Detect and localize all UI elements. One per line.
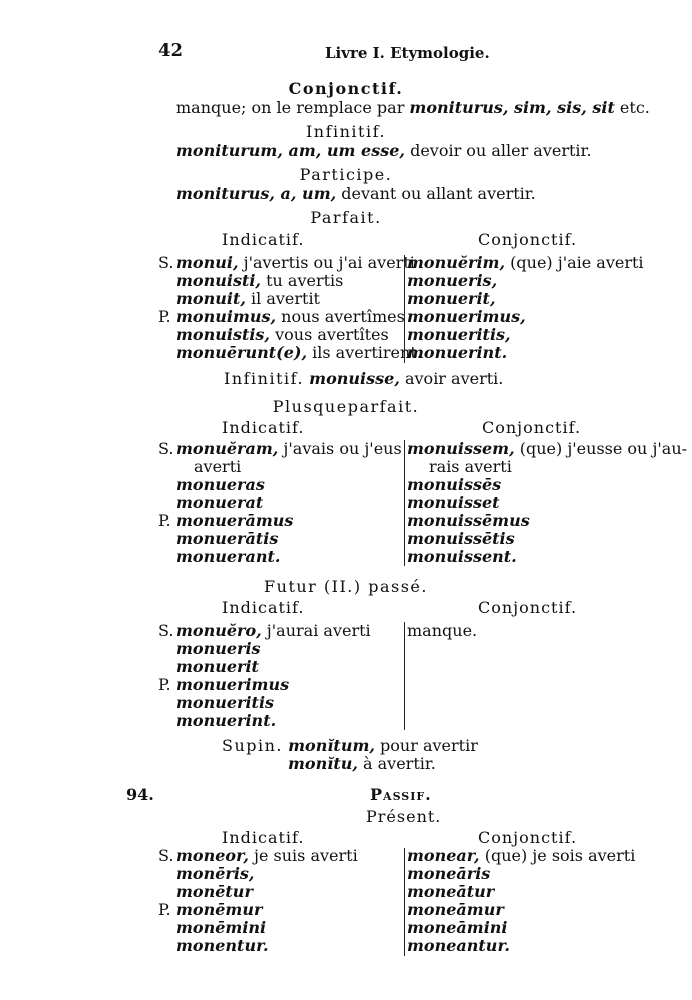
infinitif-forms: moniturum, am, um esse, (176, 141, 405, 160)
running-title: Livre I. Etymologie. (325, 44, 490, 62)
table-row: monuissēmus (407, 511, 530, 530)
table-row: P. monuimus, nous avertîmes (158, 307, 405, 326)
plusqueparfait-indicatif-column (158, 440, 403, 566)
plusqueparfait-conjonctif-column (407, 439, 688, 566)
conjonctif-text-prefix: manque; on le remplace par (176, 98, 410, 117)
conjonctif-heading: Conjonctif. (288, 79, 404, 98)
parfait-indicatif-column (158, 253, 422, 362)
participe-forms: moniturus, a, um, (176, 184, 337, 203)
table-row: monueritis (176, 693, 275, 712)
supin-line-2: monĭtu, à avertir. (288, 754, 436, 773)
table-row: moneāmini (407, 918, 508, 937)
table-row: monuissēs (407, 475, 502, 494)
plusqueparfait-heading: Plusqueparfait. (272, 397, 420, 416)
plusqueparfait-column-divider (404, 440, 405, 566)
infinitif-line (176, 142, 592, 160)
conjonctif-forms: moniturus, sim, sis, sit (409, 98, 615, 117)
table-row: monuerint. (176, 711, 277, 730)
futur-passe-indicatif-label: Indicatif. (222, 598, 305, 617)
parfait-conjonctif-column (407, 254, 657, 362)
table-row: moneantur. (407, 936, 510, 955)
table-row: S. monuĕram, j'avais ou j'eus (158, 439, 402, 458)
table-row: monear, (que) je sois averti (407, 846, 636, 865)
parfait-indicatif-label: Indicatif. (222, 230, 305, 249)
table-row: monueris, (407, 271, 498, 290)
table-row: P. monuerāmus (158, 511, 294, 530)
table-row: monuerat (176, 493, 264, 512)
futur-passe-heading: Futur (II.) passé. (264, 577, 428, 596)
supin-line-1: Supin. monĭtum, pour avertir (222, 736, 478, 755)
table-row: monuit, il avertit (176, 289, 320, 308)
table-row: monueritis, (407, 325, 511, 344)
plusqueparfait-conjonctif-label: Conjonctif. (482, 418, 582, 437)
page-number: 42 (158, 40, 184, 61)
table-row: monēmini (176, 918, 267, 937)
table-row: averti (194, 457, 242, 476)
table-row: monuissem, (que) j'eusse ou j'au- (407, 439, 688, 458)
table-row: monuerit (176, 657, 259, 676)
conjonctif-line (176, 99, 650, 117)
present-heading: Présent. (366, 807, 442, 826)
table-row: monueras (176, 475, 265, 494)
table-row: monuērunt(e), ils avertirent. (176, 343, 422, 362)
futur-passe-conjonctif-label: Conjonctif. (478, 598, 578, 617)
table-row: monueris (176, 639, 261, 658)
table-row: P. monēmur (158, 900, 263, 919)
passif-title: Passif. (370, 785, 432, 804)
conjonctif-text-suffix: etc. (614, 98, 650, 117)
table-row: moneāmur (407, 900, 504, 919)
futur-passe-conjonctif-column (407, 622, 657, 640)
table-row: monuerātis (176, 529, 279, 548)
table-row: monuerant. (176, 547, 281, 566)
table-row: monuerint. (407, 343, 508, 362)
table-row: monuerit, (407, 289, 496, 308)
section-number: 94. (126, 785, 154, 804)
passif-column-divider (404, 848, 405, 956)
table-row: monēris, (176, 864, 255, 883)
supin-label: Supin. (222, 736, 284, 755)
futur-passe-manque: manque. (407, 621, 478, 640)
table-row: rais averti (429, 457, 512, 476)
table-row: S. moneor, je suis averti (158, 846, 358, 865)
table-row: monuerimus, (407, 307, 526, 326)
table-row: monuissent. (407, 547, 517, 566)
passif-conjonctif-column (407, 847, 657, 955)
table-row: P. monuerimus (158, 675, 290, 694)
participe-line (176, 185, 536, 203)
table-row: monuisti, tu avertis (176, 271, 344, 290)
table-row: moneātur (407, 882, 495, 901)
table-row: monentur. (176, 936, 269, 955)
table-row: monuistis, vous avertîtes (176, 325, 389, 344)
table-row: monuĕrim, (que) j'aie averti (407, 253, 644, 272)
plusqueparfait-indicatif-label: Indicatif. (222, 418, 305, 437)
passif-indicatif-label: Indicatif. (222, 828, 305, 847)
table-row: monētur (176, 882, 253, 901)
infinitif-text: devoir ou aller avertir. (404, 141, 592, 160)
infinitif-heading: Infinitif. (305, 122, 387, 141)
table-row: monuisset (407, 493, 500, 512)
table-row: monuissētis (407, 529, 515, 548)
parfait-heading: Parfait. (310, 208, 382, 227)
participe-text: devant ou allant avertir. (336, 184, 536, 203)
passif-indicatif-column (158, 847, 403, 955)
table-row: S. monuĕro, j'aurai averti (158, 621, 371, 640)
parfait-infinitif-line: Infinitif. monuisse, avoir averti. (224, 369, 504, 388)
futur-passe-column-divider (404, 622, 405, 730)
futur-passe-indicatif-column (158, 622, 403, 730)
participe-heading: Participe. (299, 165, 393, 184)
passif-conjonctif-label: Conjonctif. (478, 828, 578, 847)
parfait-conjonctif-label: Conjonctif. (478, 230, 578, 249)
table-row: S. monui, j'avertis ou j'ai averti (158, 253, 415, 272)
table-row: moneāris (407, 864, 491, 883)
